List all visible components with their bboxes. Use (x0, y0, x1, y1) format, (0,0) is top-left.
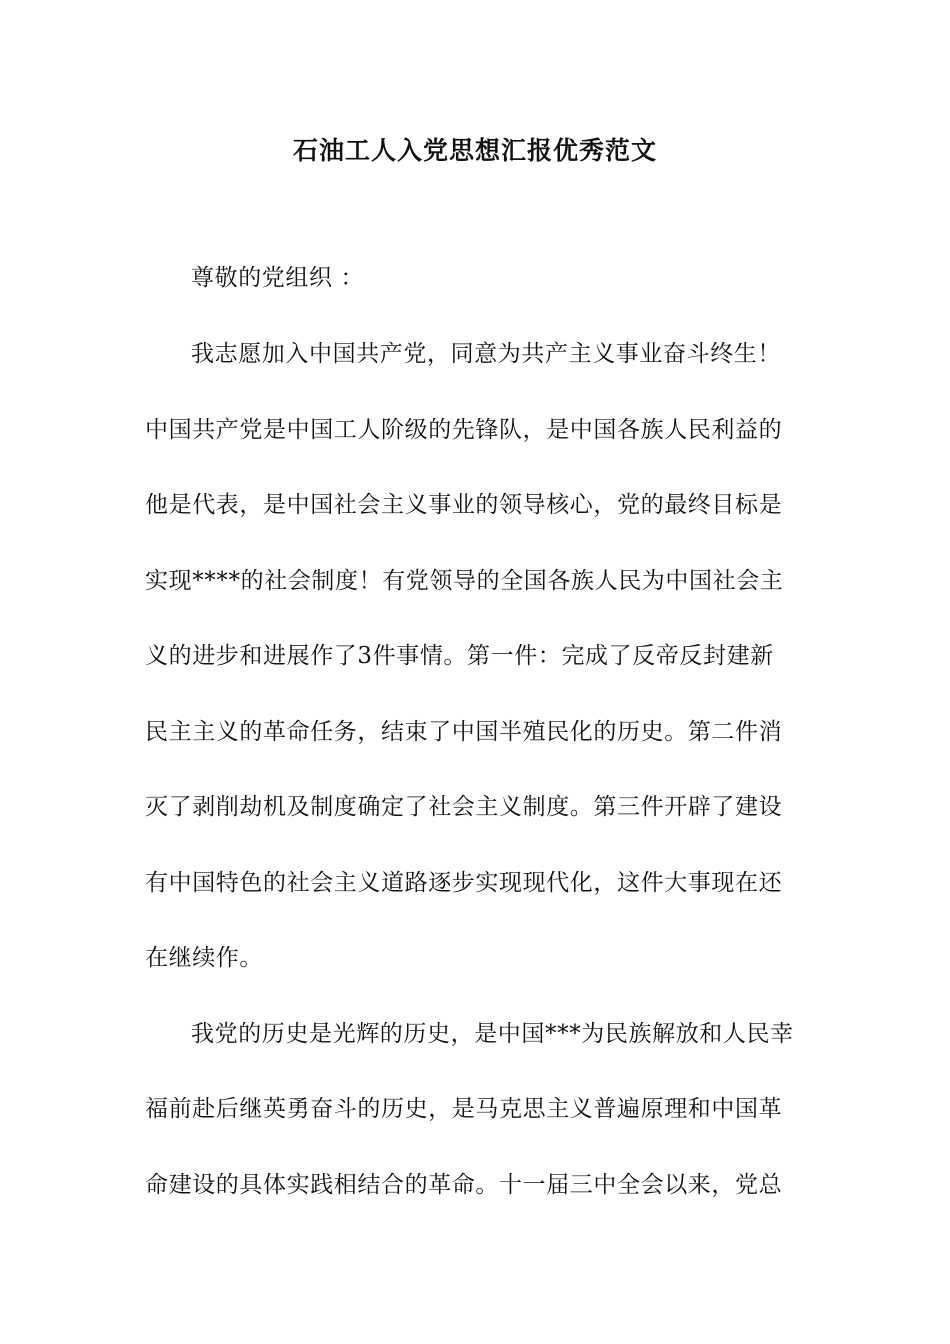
paragraph-line: 他是代表，是中国社会主义事业的领导核心，党的最终目标是 (145, 492, 783, 518)
paragraph-line: 实现****的社会制度！有党领导的全国各族人民为中国社会主 (145, 568, 784, 594)
paragraph-line: 在继续作。 (145, 945, 263, 971)
paragraph-line: 我志愿加入中国共产党，同意为共产主义事业奋斗终生！ (191, 341, 781, 367)
paragraph-line: 福前赴后继英勇奋斗的历史，是马克思主义普遍原理和中国革 (145, 1096, 783, 1122)
paragraph-line: 中国共产党是中国工人阶级的先锋队，是中国各族人民利益的 (145, 417, 783, 443)
document-title: 石油工人入党思想汇报优秀范文 (292, 136, 657, 165)
paragraph-line: 有中国特色的社会主义道路逐步实现现代化，这件大事现在还 (145, 870, 783, 896)
paragraph-line: 民主主义的革命任务，结束了中国半殖民化的历史。第二件消 (145, 719, 783, 745)
paragraph-line: 灭了剥削劫机及制度确定了社会主义制度。第三件开辟了建设 (145, 794, 783, 820)
paragraph-line: 命建设的具体实践相结合的革命。十一届三中全会以来，党总 (145, 1172, 783, 1198)
paragraph-line: 我党的历史是光辉的历史，是中国***为民族解放和人民幸 (191, 1021, 794, 1047)
salutation: 尊敬的党组织 ： (191, 265, 365, 291)
paragraph-line: 义的进步和进展作了3件事情。第一件：完成了反帝反封建新 (145, 643, 774, 669)
